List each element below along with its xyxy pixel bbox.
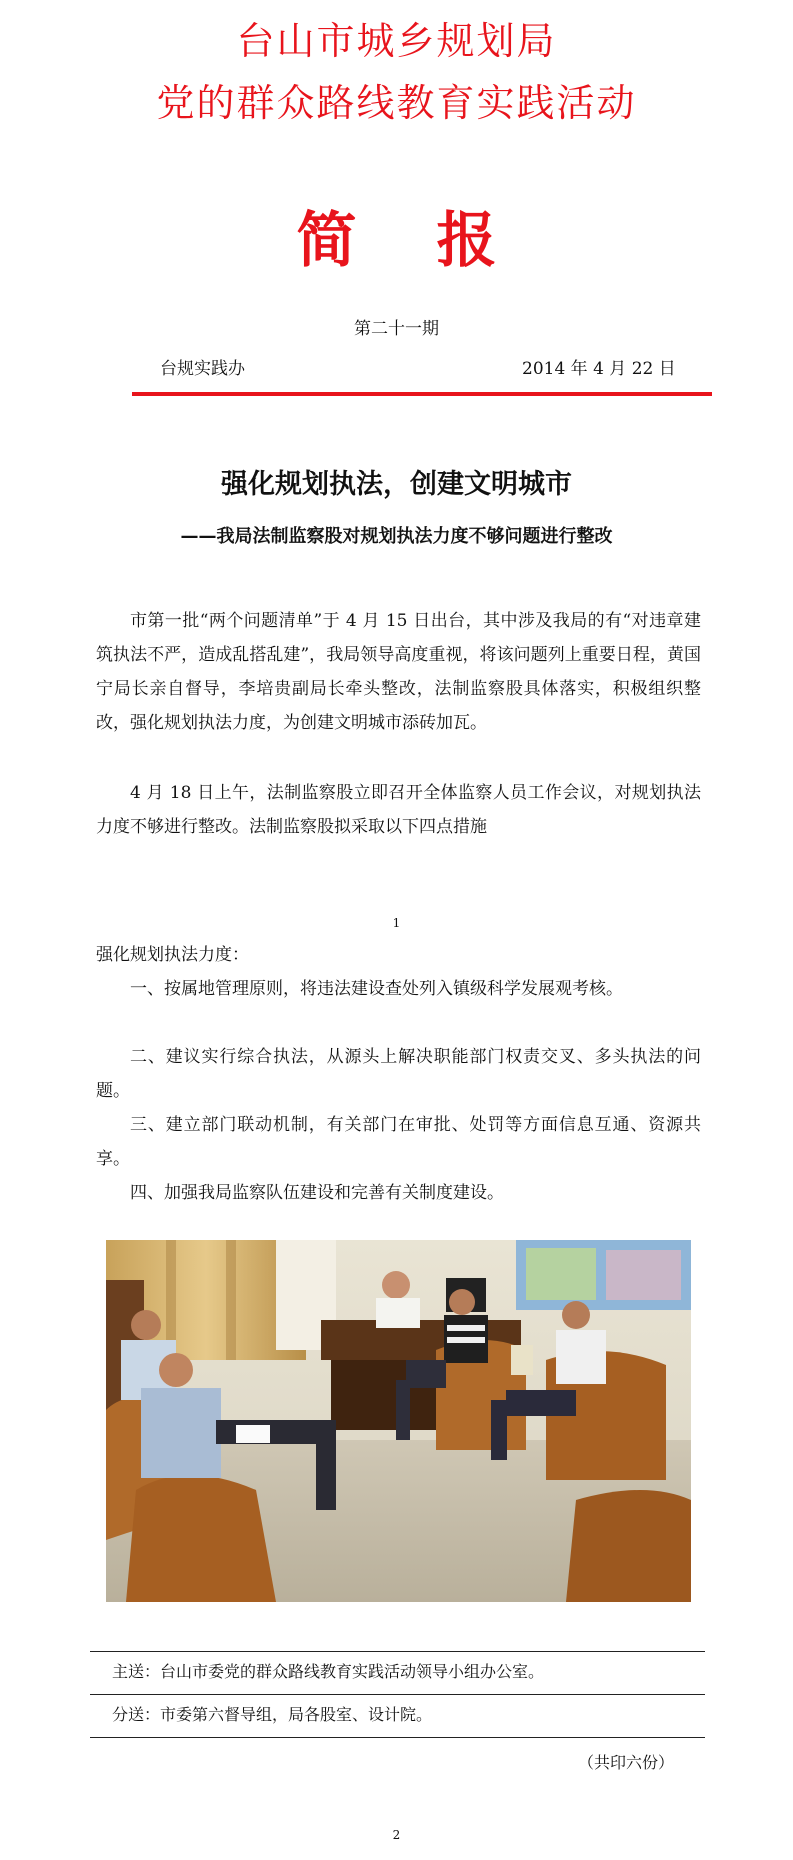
issue-date: 2014 年 4 月 22 日	[522, 359, 676, 379]
main-recipient: 主送：台山市委党的群众路线教育实践活动领导小组办公室。	[112, 1662, 545, 1681]
article-title: 强化规划执法，创建文明城市	[221, 469, 572, 500]
page-number-1: 1	[392, 916, 401, 930]
brief-title: 简报	[296, 206, 577, 276]
red-divider	[132, 392, 712, 396]
organization-name: 台山市城乡规划局	[236, 19, 557, 63]
measure-1: 一、按属地管理原则，将违法建设查处列入镇级科学发展观考核。	[130, 979, 623, 999]
copies-count: （共印六份）	[578, 1753, 675, 1772]
measure-4: 四、加强我局监察队伍建设和完善有关制度建设。	[130, 1183, 504, 1203]
divider-middle	[90, 1694, 705, 1695]
article-subtitle: ——我局法制监察股对规划执法力度不够问题进行整改	[180, 526, 613, 547]
measure-3: 三、建立部门联动机制，有关部门在审批、处罚等方面信息互通、资源共享。	[96, 1115, 701, 1169]
issuing-office: 台规实践办	[160, 359, 245, 379]
divider-top	[90, 1651, 705, 1652]
paragraph-1: 市第一批“两个问题清单”于 4 月 15 日出台，其中涉及我局的有“对违章建筑执法不严，造成乱搭乱建”，我局领导高度重视，将该问题列上重要日程，黄国宁局长亲自督导，李培贵副局长牵头整改，法制监察股具体落实，积极组织整改，强化规划执法力度，为创建文明城市添砖加瓦。	[96, 611, 701, 733]
campaign-name: 党的群众路线教育实践活动	[156, 81, 637, 125]
page-number-2: 2	[392, 1828, 401, 1842]
measure-2: 二、建议实行综合执法，从源头上解决职能部门权责交叉、多头执法的问题。	[96, 1047, 701, 1101]
paragraph-2: 4 月 18 日上午，法制监察股立即召开全体监察人员工作会议，对规划执法力度不够进行整改。法制监察股拟采取以下四点措施	[96, 783, 701, 837]
divider-bottom	[90, 1737, 705, 1738]
issue-number: 第二十一期	[354, 319, 439, 339]
cc-recipients: 分送：市委第六督导组，局各股室、设计院。	[112, 1705, 433, 1724]
meeting-photo	[106, 1240, 691, 1602]
paragraph-continued: 强化规划执法力度：	[96, 945, 249, 965]
